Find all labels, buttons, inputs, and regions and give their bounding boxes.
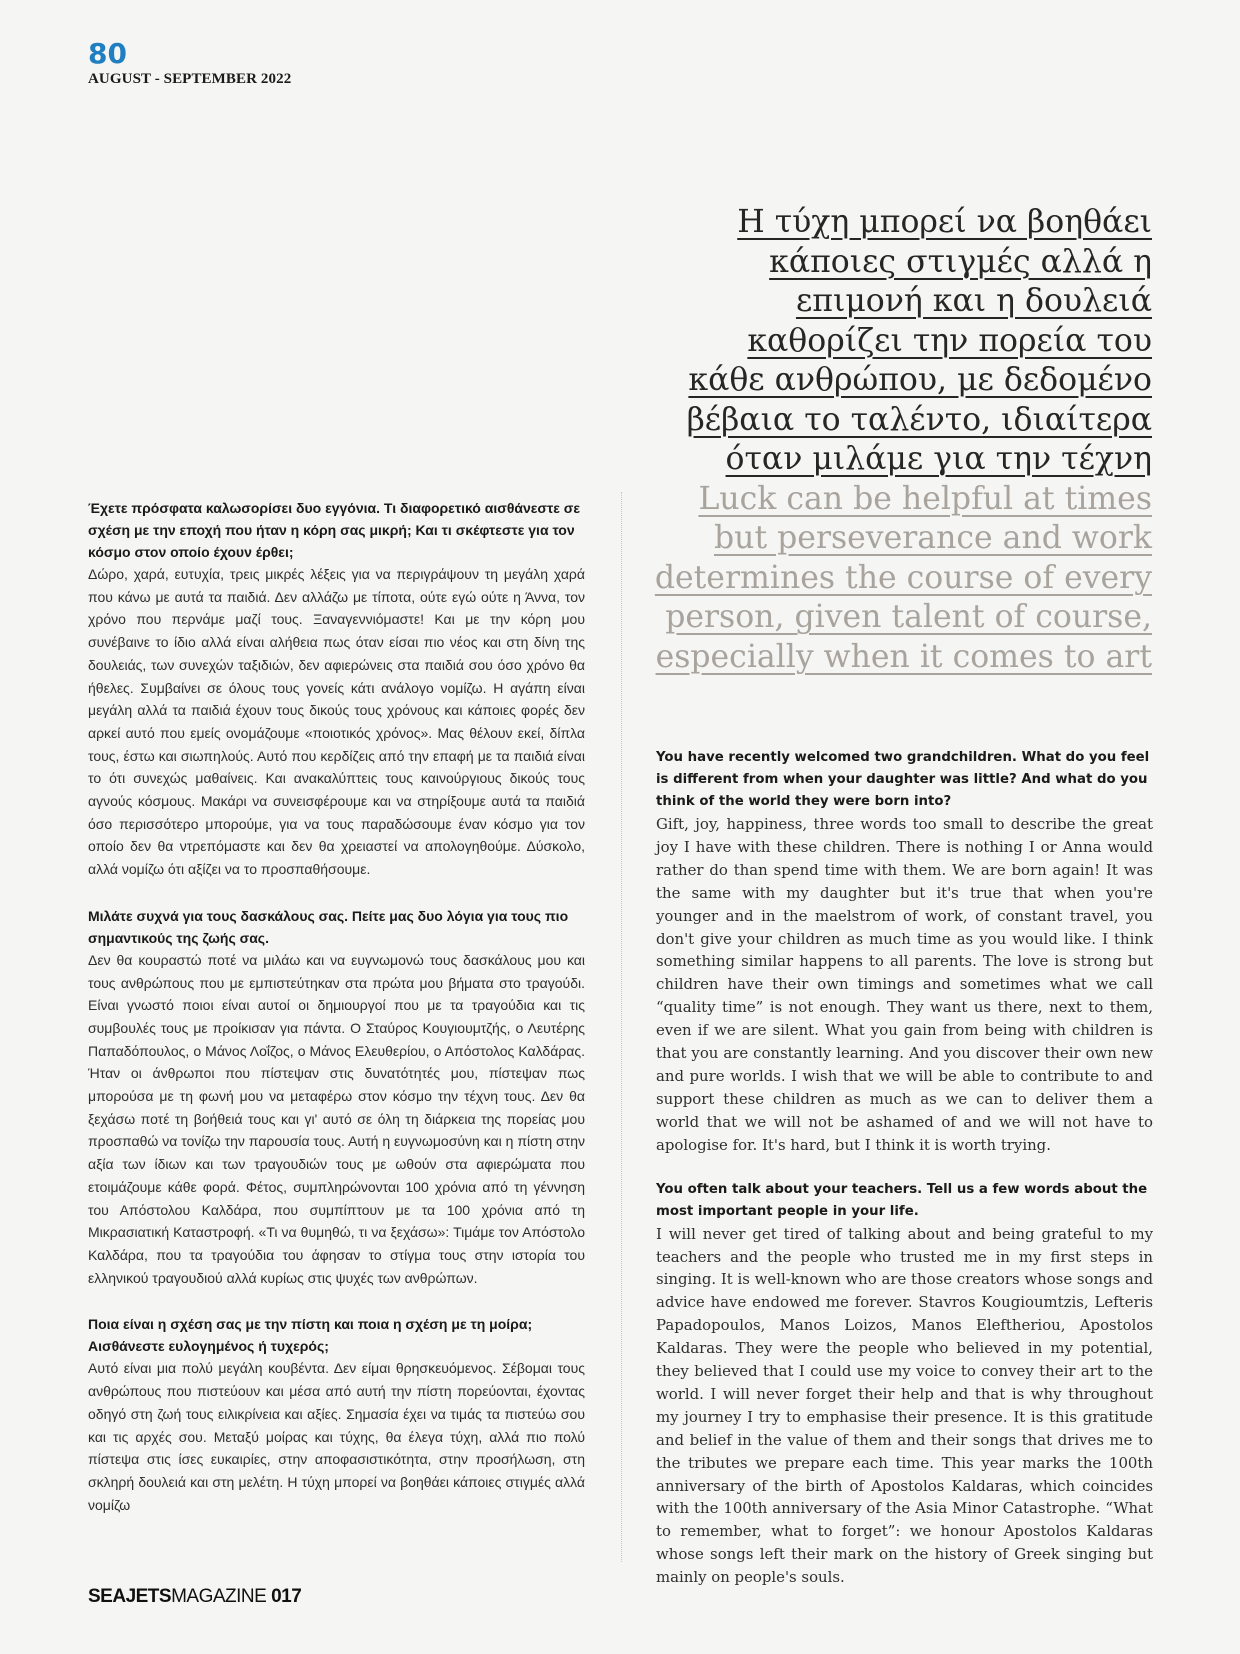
pull-quote-english-line: but perseverance and work: [714, 520, 1152, 556]
greek-question-2: Μιλάτε συχνά για τους δασκάλους σας. Πείτε μας δυο λόγια για τους πιο σημαντικούς της ζωής σας.: [88, 907, 569, 946]
greek-interview-column: [88, 497, 585, 1516]
english-question-1: You have recently welcomed two grandchildren. What do you feel is different from when your daughter was little? And what do you think of the world they were born into?: [656, 750, 1150, 809]
issue-date: AUGUST - SEPTEMBER 2022: [88, 71, 292, 87]
pull-quote-greek-line: Η τύχη μπορεί να βοηθάει: [737, 204, 1152, 240]
english-interview-column: [656, 747, 1153, 1589]
pull-quote-english-line: Luck can be helpful at times: [698, 480, 1152, 517]
pull-quote-english-line: determines the course of every: [654, 559, 1152, 596]
column-divider: [621, 492, 622, 1562]
english-answer-2: I will never get tired of talking about and being grateful to my teachers and the people who trusted me in my first steps in singing. It is well-known who are those creators whose songs and advice have endowed me forever. Stavros Kougioumtzis, Lefteris Papadopoulos, Manos Loizos, Manos Eleftheriou, Apostolos Kaldaras. They were the people who believed in my potential, they believed that I could use my voice to convey their art to the world. I will never forget their help and that is why throughout my journey I try to emphasise their presence. It is this gratitude and belief in the value of them and their songs that drives me to the tributes we prepare each time. This year marks the 100th anniversary of the birth of Apostolos Kaldaras, which coincides with the 100th anniversary of the Asia Minor Catastrophe. “What to remember, what to forget”: we honour Apostolos Kaldaras whose songs left their mark on the history of Greek singing but mainly on people's souls.: [656, 1224, 1153, 1587]
greek-answer-2: Δεν θα κουραστώ ποτέ να μιλάω και να ευγνωμονώ τους δασκάλους μου και τους ανθρώπους που με εμπιστεύτηκαν στα πρώτα μου βήματα στο τραγούδι. Είναι γνωστό ποιοι είναι αυτοί οι δημιουργοί που με τα τραγούδια και τις συμβουλές τους με προίκισαν για πάντα. Ο Σταύρος Κουγιουμτζής, ο Λευτέρης Παπαδόπουλος, ο Μάνος Λοΐζος, ο Μάνος Ελευθερίου, ο Απόστολος Καλδάρας. Ήταν οι άνθρωποι που πίστεψαν στις δυνατότητές μου, πίστεψαν πως μπορούσα με τη φωνή μου να μεταφέρω στον κόσμο την τέχνη τους. Δεν θα ξεχάσω ποτέ τη βοήθειά τους και γι' αυτό σε όλη τη διάρκεια της πορείας μου προσπαθώ να τονίζω την παρουσία τους. Αυτή η ευγνωμοσύνη και η πίστη στην αξία των ίδιων και των τραγουδιών τους με ωθούν στα αφιερώματα που ετοιμάζουμε κάθε φορά. Φέτος, συμπληρώνονται 100 χρόνια από τη γέννηση του Απόστολου Καλδάρα, που συμπίπτουν με τα 100 χρόνια από τη Μικρασιατική Καταστροφή. «Τι να θυμηθώ, τι να ξεχάσω»: Τιμάμε τον Απόστολο Καλδάρα, που τα τραγούδια του άφησαν το στίγμα τους στην ιστορία του ελληνικού τραγουδιού αλλά κυρίως στις ψυχές των ανθρώπων.: [88, 951, 585, 1286]
greek-answer-3: Αυτό είναι μια πολύ μεγάλη κουβέντα. Δεν είμαι θρησκευόμενος. Σέβομαι τους ανθρώπους που πιστεύουν και μέσα από αυτή την πίστη πορεύονται, έχοντας οδηγό στη ζωή τους ειλικρίνεια και αξίες. Σημασία έχει να τιμάς τα πιστεύω σου και τις αρχές σου. Μεταξύ μοίρας και τύχης, θα έλεγα τύχη, αλλά πιο πολύ πίστεψα στις ίσες ευκαιρίες, στην αποφασιστικότητα, στην προσήλωση, στη σκληρή δουλειά και στη μελέτη. Η τύχη μπορεί να βοηθάει κάποιες στιγμές αλλά νομίζω: [88, 1360, 585, 1513]
pull-quote: [552, 203, 1152, 677]
footer-brand: SEAJETS: [88, 1586, 172, 1607]
greek-answer-1: Δώρο, χαρά, ευτυχία, τρεις μικρές λέξεις για να περιγράψουν τη μεγάλη χαρά που κάνω με αυτά τα παιδιά. Δεν αλλάζω με τίποτα, ούτε εγώ ούτε η Άννα, τον χρόνο που περνάμε μαζί τους. Ξαναγεννιόμαστε! Και με την κόρη μου συνέβαινε το ίδιο αλλά είναι αλήθεια πως όταν είσαι πιο νέος και στη δίνη της δουλειάς, των συνεχών ταξιδιών, δεν αφιερώνεις στα παιδιά σου όσο χρόνο θα ήθελες. Συμβαίνει σε όλους τους γονείς κάτι ανάλογο νομίζω. Η αγάπη είναι μεγάλη αλλά τα παιδιά έχουν τους δικούς τους χρόνους και κάποιες φορές δεν αρκεί αυτό που εμείς ονομάζουμε «ποιοτικός χρόνος». Μας θέλουν εκεί, δίπλα τους, έστω και σιωπηλούς. Αυτό που κερδίζεις από την επαφή με τα παιδιά είναι το ότι συνεχώς μαθαίνεις. Και ανακαλύπτεις τους καινούργιους δικούς τους αγνούς κόσμους. Μακάρι να συνεισφέρουμε και να στηρίξουμε αυτά τα παιδιά όσο περισσότερο μπορούμε, για να τους παραδώσουμε έναν κόσμο για τον οποίο δεν θα ντρεπόμαστε και δεν θα χρειαστεί να απολογηθούμε. Δύσκολο, αλλά νομίζω ότι αξίζει να το προσπαθήσουμε.: [88, 566, 585, 878]
page-number: 80: [88, 37, 127, 70]
pull-quote-greek-line: καθορίζει την πορεία του: [747, 322, 1152, 359]
english-answer-1: Gift, joy, happiness, three words too small to describe the great joy I have with these children. There is nothing I or Anna would rather do than spend time with them. We are born again! It was the same with my daughter but it's true that when you're younger and in the maelstrom of work, of constant travel, you don't give your children as much time as you would like. I think something similar happens to all parents. The love is strong but children have their own timings and sometimes what we call “quality time” is not enough. They want us there, next to them, even if we are silent. What you gain from being with children is that you are constantly learning. And you discover their own new and pure worlds. I wish that we will be able to contribute to and support these children as much as we can to deliver them a world that we will not be ashamed of and we will not have to apologise for. It's hard, but I think it is worth trying.: [656, 815, 1153, 1154]
greek-question-1: Έχετε πρόσφατα καλωσορίσει δυο εγγόνια. Τι διαφορετικό αισθάνεστε σε σχέση με την εποχή που ήταν η κόρη σας μικρή; Και τι σκέφτεστε για τον κόσμο στον οποίο έχουν έρθει;: [88, 500, 581, 560]
english-question-2: You often talk about your teachers. Tell us a few words about the most important people in your life.: [656, 1181, 1148, 1219]
footer-magazine: MAGAZINE: [171, 1586, 267, 1607]
pull-quote-greek-line: κάποιες στιγμές αλλά η: [769, 243, 1152, 280]
pull-quote-english-line: especially when it comes to art: [655, 638, 1152, 675]
pull-quote-greek-line: βέβαια το ταλέντο, ιδιαίτερα: [686, 401, 1152, 438]
pull-quote-greek-line: επιμονή και η δουλειά: [795, 283, 1152, 319]
footer-issue: 017: [271, 1586, 302, 1607]
pull-quote-english-line: person, given talent of course,: [665, 599, 1152, 635]
pull-quote-greek-line: κάθε ανθρώπου, με δεδομένο: [688, 362, 1152, 398]
magazine-footer: [88, 1586, 301, 1608]
pull-quote-greek-line: όταν μιλάμε για την τέχνη: [725, 441, 1152, 477]
greek-question-3: Ποια είναι η σχέση σας με την πίστη και ποια η σχέση με τη μοίρα; Αισθάνεστε ευλογημένος ή τυχερός;: [88, 1316, 533, 1355]
